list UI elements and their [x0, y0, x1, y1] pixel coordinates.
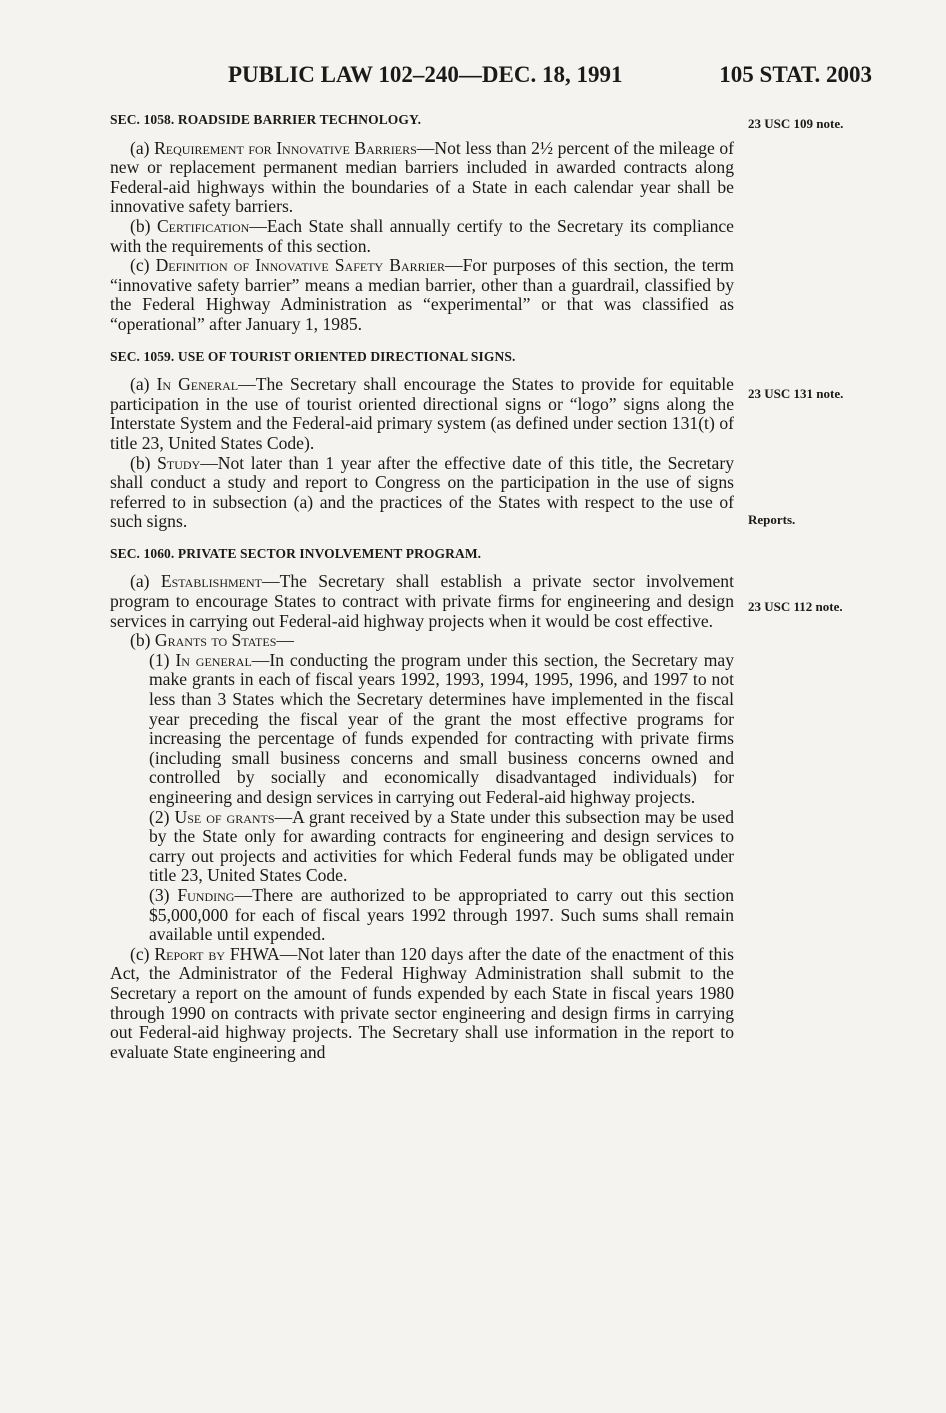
paragraph-heading: Establishment	[160, 571, 262, 592]
paragraph: (b) Certification—Each State shall annually certify to the Secretary its compliance with the requirements of this section.	[110, 215, 734, 256]
section-1060	[110, 544, 734, 1062]
paragraph-heading: Report by FHWA	[154, 943, 280, 964]
paragraph: (a) Requirement for Innovative Barriers—Not less than 2½ percent of the mileage of new or replacement permanent median barriers included in awarded contracts along Federal-aid highways within the boundaries of a State in each calendar year shall be innovative safety barriers.	[110, 137, 734, 217]
paragraph: (b) Study—Not later than 1 year after the effective date of this title, the Secretary shall conduct a study and report to Congress on the participation in the use of signs referred to in subsection (a) and the practices of the States with respect to the use of such signs.	[110, 452, 734, 532]
paragraph: (a) In General—The Secretary shall encourage the States to provide for equitable participation in the use of tourist oriented directional signs or “logo” signs along the Interstate System and the Federal-aid primary system (as defined under section 131(t) of title 23, United States Code).	[110, 374, 734, 453]
section-heading: SEC. 1059. USE OF TOURIST ORIENTED DIRECTIONAL SIGNS.	[110, 348, 516, 364]
paragraph-heading: Certification	[156, 215, 250, 236]
margin-note-1059: 23 USC 131 note.	[748, 386, 844, 401]
margin-note-1058: 23 USC 109 note.	[748, 116, 844, 131]
paragraph-heading: In general	[175, 649, 252, 670]
paragraph-heading: Funding	[177, 884, 235, 905]
section-heading: SEC. 1058. ROADSIDE BARRIER TECHNOLOGY.	[110, 112, 422, 127]
paragraph-heading: Definition of Innovative Safety Barrier	[155, 255, 446, 276]
margin-note-1060: 23 USC 112 note.	[748, 599, 843, 614]
margin-note-reports: Reports.	[748, 512, 796, 527]
section-heading: SEC. 1060. PRIVATE SECTOR INVOLVEMENT PROGRAM.	[110, 545, 482, 561]
subparagraph: (2) Use of grants—A grant received by a State under this subsection may be used by the State only for awarding contracts for engineering and design services to carry out projects and activities for which Federal funds may be obligated under title 23, United States Code.	[149, 806, 734, 886]
section-1058	[110, 110, 734, 335]
paragraph: (c) Report by FHWA—Not later than 120 days after the date of the enactment of this Act, the Administrator of the Federal Highway Administration shall submit to the Secretary a report on the amount of funds expended by each State in fiscal years 1980 through 1990 on contracts with private sector engineering and design firms in carrying out Federal-aid highway projects. The Secretary shall use information in the report to evaluate State engineering and	[110, 943, 734, 1062]
paragraph-heading: In General	[156, 374, 239, 395]
body-column	[110, 110, 734, 1062]
paragraph: (c) Definition of Innovative Safety Barrier—For purposes of this section, the term “innovative safety barrier” means a median barrier, other than a guardrail, classified by the Federal Highway Administration as “experimental” or that was classified as “operational” after January 1, 1985.	[110, 255, 734, 334]
paragraph: (a) Establishment—The Secretary shall establish a private sector involvement program to encourage States to contract with private firms for engineering and design services in carrying out Federal-aid highway projects when it would be cost effective.	[110, 571, 734, 631]
subparagraph: (3) Funding—There are authorized to be appropriated to carry out this section $5,000,000 for each of fiscal years 1992 through 1997. Such sums shall remain available until expended.	[149, 884, 734, 945]
running-head	[110, 62, 872, 94]
paragraph-heading: Study	[157, 452, 201, 473]
stat-page-number: 105 STAT. 2003	[719, 62, 872, 87]
subparagraph: (1) In general—In conducting the program under this section, the Secretary may make grants in each of fiscal years 1992, 1993, 1994, 1995, 1996, and 1997 to not less than 3 States which the Secretary determines have implemented in the fiscal year preceding the fiscal year of the grant the most effective programs for increasing the percentage of funds expended for contracting with private firms (including small business concerns and small business concerns owned and controlled by socially and economically disadvantaged individuals) for engineering and design services in carrying out Federal-aid highway projects.	[149, 649, 735, 807]
section-1059	[110, 347, 734, 532]
law-title: PUBLIC LAW 102–240—DEC. 18, 1991	[228, 62, 623, 87]
paragraph-heading: Requirement for Innovative Barriers	[154, 137, 417, 158]
paragraph-heading: Grants to States	[154, 630, 277, 651]
paragraph: (b) Grants to States—	[130, 630, 294, 651]
paragraph-heading: Use of grants	[174, 806, 275, 827]
